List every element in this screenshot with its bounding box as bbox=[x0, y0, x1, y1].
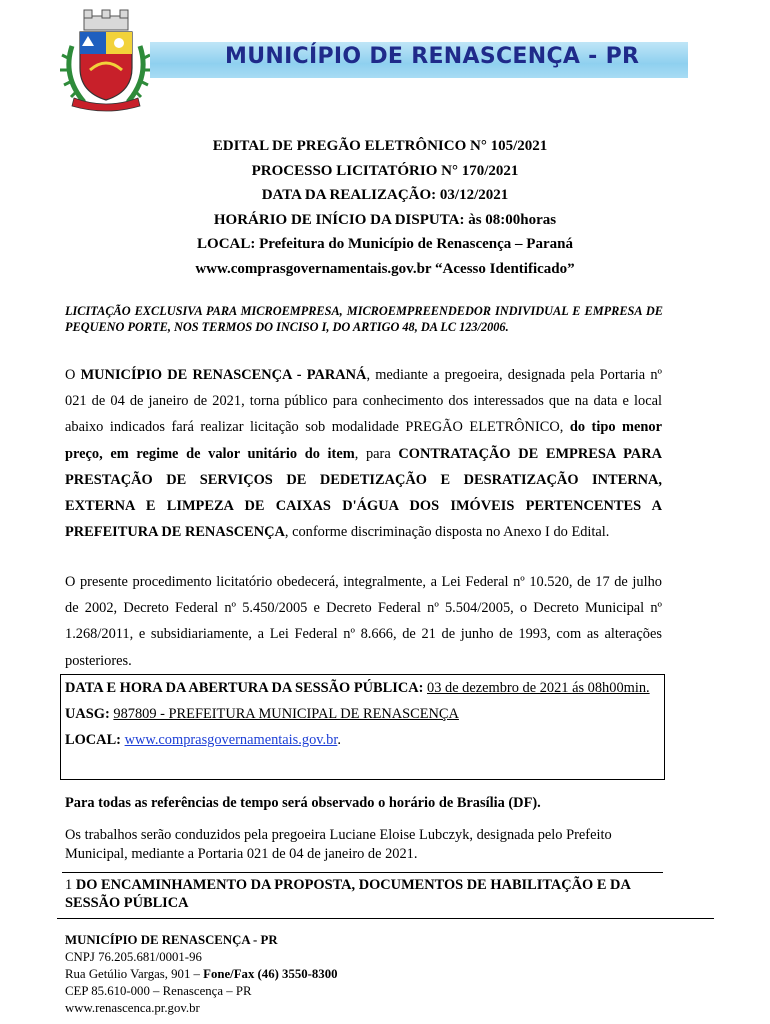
intro-paragraph bbox=[65, 362, 662, 545]
portal-link[interactable]: www.comprasgovernamentais.gov.br bbox=[124, 732, 338, 748]
intro-text-4: , conforme discriminação disposta no Anexo I do Edital. bbox=[284, 524, 610, 541]
uasg-label: UASG: bbox=[65, 706, 110, 722]
page-footer bbox=[65, 932, 338, 1017]
intro-text-1: O bbox=[65, 367, 81, 383]
conductor-paragraph: Os trabalhos serão conduzidos pela pregoeira Luciane Eloise Lubczyk, designada pelo Prefeito Municipal, mediante a Portaria 021 de 04 de janeiro de 2021. bbox=[65, 827, 612, 862]
location: LOCAL: Prefeitura do Município de Renascença – Paraná bbox=[197, 236, 573, 252]
realization-date: DATA DA REALIZAÇÃO: 03/12/2021 bbox=[261, 187, 509, 203]
dispute-start-time: HORÁRIO DE INÍCIO DA DISPUTA: às 08:00horas bbox=[213, 211, 557, 228]
portal-address: www.comprasgovernamentais.gov.br “Acesso Identificado” bbox=[195, 260, 575, 277]
section-number: 1 bbox=[65, 877, 73, 893]
local-end: . bbox=[337, 732, 341, 748]
session-info-box bbox=[60, 674, 665, 780]
footer-address-line bbox=[65, 966, 338, 983]
section-divider bbox=[62, 872, 663, 873]
coat-of-arms-icon bbox=[58, 6, 154, 112]
uasg-line bbox=[65, 701, 659, 727]
local-label: LOCAL: bbox=[65, 732, 121, 748]
session-date-label: DATA E HORA DA ABERTURA DA SESSÃO PÚBLICA: bbox=[65, 680, 424, 696]
footer-phone: Fone/Fax (46) 3550-8300 bbox=[203, 967, 338, 981]
legal-basis-paragraph: O presente procedimento licitatório obedecerá, integralmente, a Lei Federal nº 10.520, de 17 de julho de 2002, Decreto Federal nº 5.450/2005 e Decreto Federal nº 5.504/2005, o Decreto Municipal nº 1.268/2011, e subsidiariamente, a Lei Federal nº 8.666, de 21 de junho de 1993, com as alterações posteriores. bbox=[65, 574, 662, 669]
session-date-value: 03 de dezembro de 2021 ás 08h00min. bbox=[427, 680, 650, 696]
footer-site: www.renascenca.pr.gov.br bbox=[65, 1001, 200, 1015]
intro-text-3: , para bbox=[354, 445, 399, 462]
uasg-value: 987809 - PREFEITURA MUNICIPAL DE RENASCENÇA bbox=[113, 706, 459, 722]
footer-cep: CEP 85.610-000 – Renascença – PR bbox=[65, 984, 252, 998]
footer-address: Rua Getúlio Vargas, 901 – bbox=[65, 967, 204, 981]
contract-object: CONTRATAÇÃO DE EMPRESA PARA PRESTAÇÃO DE SERVIÇOS DE DEDETIZAÇÃO E DESRATIZAÇÃO INTERNA, EXTERNA E LIMPEZA DE CAIXAS D'ÁGUA DOS IMÓVEIS PERTENCENTES A PREFEITURA DE RENASCENÇA bbox=[65, 445, 662, 541]
header-title: MUNICÍPIO DE RENASCENÇA - PR bbox=[225, 44, 640, 69]
exclusive-notice: LICITAÇÃO EXCLUSIVA PARA MICROEMPRESA, MICROEMPREENDEDOR INDIVIDUAL E EMPRESA DE PEQUENO PORTE, NOS TERMOS DO INCISO I, DO ARTIGO 48, DA LC 123/2006. bbox=[65, 304, 663, 334]
footer-municipality: MUNICÍPIO DE RENASCENÇA - PR bbox=[65, 933, 278, 947]
section-title: DO ENCAMINHAMENTO DA PROPOSTA, DOCUMENTOS DE HABILITAÇÃO E DA SESSÃO PÚBLICA bbox=[65, 877, 631, 911]
intro-text-2: , mediante a pregoeira, designada pela Portaria nº 021 de 04 de janeiro de 2021, torna público para conhecimento dos interessados que na data e local abaixo indicados fará realizar licitação sob modalidade PREGÃO ELETRÔNICO, bbox=[65, 367, 663, 436]
edital-number: EDITAL DE PREGÃO ELETRÔNICO N° 105/2021 bbox=[212, 138, 548, 154]
page-header bbox=[0, 0, 770, 120]
process-number: PROCESSO LICITATÓRIO N° 170/2021 bbox=[251, 162, 519, 179]
municipality-name: MUNICÍPIO DE RENASCENÇA - PARANÁ bbox=[80, 367, 367, 383]
section-1-heading bbox=[65, 876, 665, 912]
footer-divider bbox=[57, 918, 714, 919]
time-reference-note: Para todas as referências de tempo será observado o horário de Brasília (DF). bbox=[65, 795, 541, 811]
local-line bbox=[65, 727, 659, 753]
footer-cnpj: CNPJ 76.205.681/0001-96 bbox=[65, 950, 202, 964]
session-date-line bbox=[65, 675, 659, 701]
price-type: do tipo menor preço, em regime de valor unitário do item bbox=[65, 419, 662, 462]
edital-titles bbox=[0, 134, 770, 281]
